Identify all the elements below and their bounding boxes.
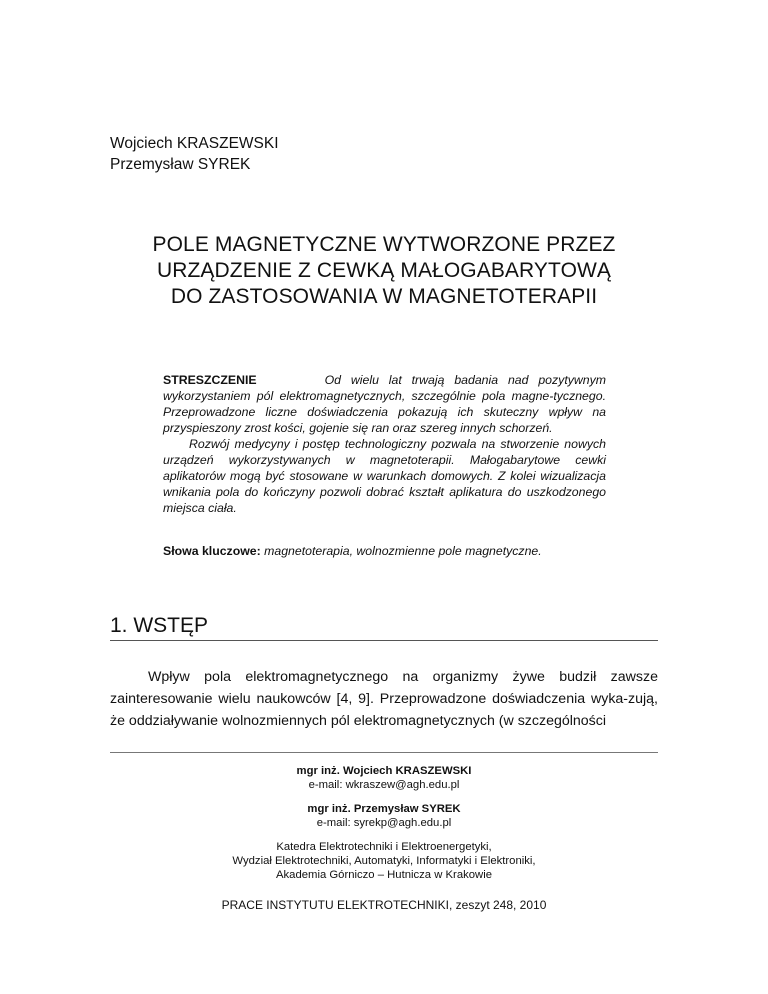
keywords-value: magnetoterapia, wolnozmienne pole magnetyczne. xyxy=(264,544,542,558)
title-line: DO ZASTOSOWANIA W MAGNETOTERAPII xyxy=(170,285,598,308)
footnotes xyxy=(110,764,658,912)
footnote-email: e-mail: syrekp@agh.edu.pl xyxy=(316,817,452,829)
paper-title xyxy=(80,232,688,310)
abstract-paragraph xyxy=(163,372,606,436)
footnote-author-name: mgr inż. Wojciech KRASZEWSKI xyxy=(296,765,472,777)
affiliation xyxy=(110,840,658,882)
section-heading: 1. WSTĘP xyxy=(110,614,658,641)
author-name: Przemysław SYREK xyxy=(110,156,251,173)
affiliation-line: Katedra Elektrotechniki i Elektroenergetyki, xyxy=(276,841,492,853)
keywords-label: Słowa kluczowe: xyxy=(163,544,261,558)
abstract xyxy=(163,372,606,516)
intro-paragraph: Wpływ pola elektromagnetycznego na organizmy żywe budził zawsze zainteresowanie wielu naukowców [4, 9]. Przeprowadzone doświadczenia wyka-zują, że oddziaływanie wolnozmiennych pól elektromagnetycznych (w szczególności xyxy=(110,669,658,729)
affiliation-line: Wydział Elektrotechniki, Automatyki, Informatyki i Elektroniki, xyxy=(232,855,536,867)
footnote-divider xyxy=(110,752,658,753)
author-list xyxy=(110,133,279,175)
footnote-email: e-mail: wkraszew@agh.edu.pl xyxy=(308,779,460,791)
author-name: Wojciech KRASZEWSKI xyxy=(110,135,279,152)
keywords xyxy=(163,544,623,558)
abstract-paragraph: Rozwój medycyny i postęp technologiczny pozwala na stworzenie nowych urządzeń wykorzystywanych w magnetoterapii. Małogabarytowe cewki aplikatorów mogą być stosowane w warunkach domowych. Z kolei wizualizacja wnikania pola do kończyny pozwoli dobrać kształt aplikatura do uszkodzonego miejsca ciała. xyxy=(163,437,606,515)
footnote-author-name: mgr inż. Przemysław SYREK xyxy=(307,803,461,815)
author-contact xyxy=(110,802,658,830)
author-contact xyxy=(110,764,658,792)
abstract-text: Od wielu lat trwają badania nad pozytywnym wykorzystaniem pól elektromagnetycznych, szczególnie pola magne-tycznego. Przeprowadzone liczne doświadczenia pokazują ich skuteczny wpływ na przyspieszony zrost kości, gojenie się ran oraz szereg innych schorzeń. xyxy=(163,373,606,435)
abstract-label: STRESZCZENIE xyxy=(163,373,257,387)
affiliation-line: Akademia Górniczo – Hutnicza w Krakowie xyxy=(276,869,492,881)
journal-reference: PRACE INSTYTUTU ELEKTROTECHNIKI, zeszyt 248, 2010 xyxy=(221,898,547,912)
title-line: POLE MAGNETYCZNE WYTWORZONE PRZEZ xyxy=(152,233,616,256)
title-line: URZĄDZENIE Z CEWKĄ MAŁOGABARYTOWĄ xyxy=(156,259,612,282)
